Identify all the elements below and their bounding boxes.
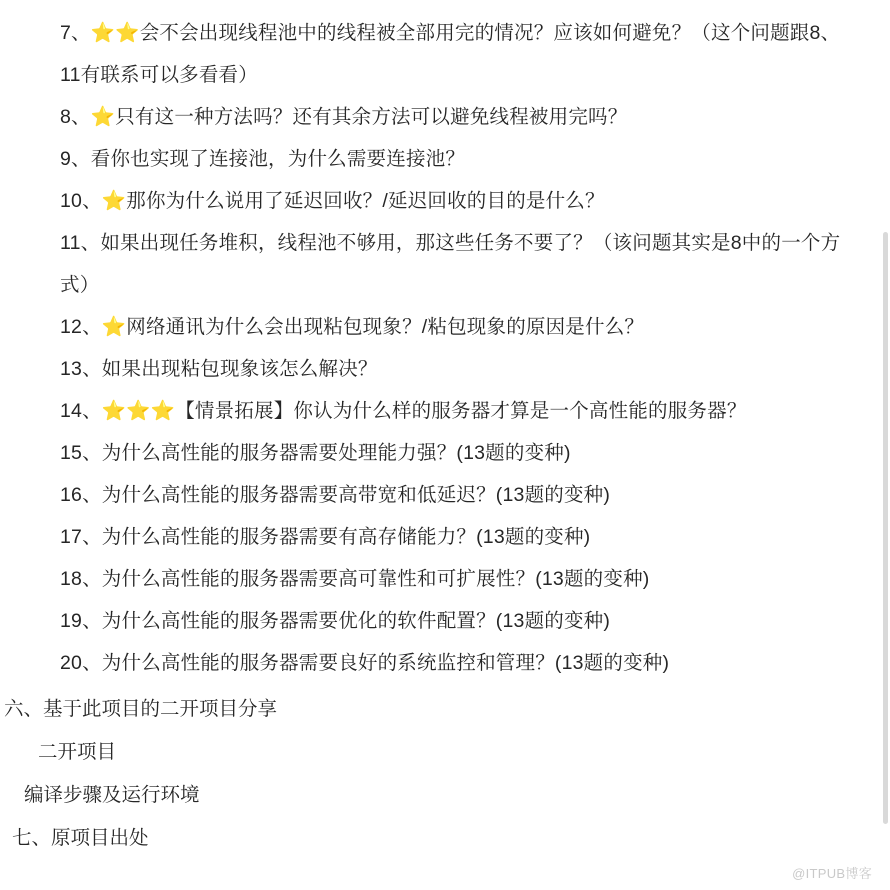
list-item: 16、为什么高性能的服务器需要高带宽和低延迟？(13题的变种) [60, 484, 611, 506]
outline-item-label: 编译步骤及运行环境 [24, 784, 200, 806]
scrollbar-thumb[interactable] [883, 232, 888, 824]
list-item: 7、⭐⭐会不会出现线程池中的线程被全部用完的情况？应该如何避免？（这个问题跟8、11有联系可以多看看） [60, 22, 841, 86]
list-item: 8、⭐只有这一种方法吗？还有其余方法可以避免线程被用完吗？ [60, 106, 628, 128]
list-item: 20、为什么高性能的服务器需要良好的系统监控和管理？(13题的变种) [60, 652, 670, 674]
outline-item-label: 六、基于此项目的二开项目分享 [4, 698, 278, 720]
outline-section [0, 688, 890, 860]
outline-item-build-steps[interactable] [0, 774, 890, 817]
outline-item-label: 七、原项目出处 [12, 827, 149, 849]
outline-item-second-dev-project[interactable] [0, 731, 890, 774]
list-item: 19、为什么高性能的服务器需要优化的软件配置？(13题的变种) [60, 610, 611, 632]
scrollbar[interactable] [880, 0, 890, 890]
list-item: 10、⭐那你为什么说用了延迟回收？/延迟回收的目的是什么？ [60, 190, 605, 212]
list-item: 9、看你也实现了连接池，为什么需要连接池？ [60, 148, 466, 170]
outline-item-label: 二开项目 [38, 741, 117, 763]
list-item: 11、如果出现任务堆积，线程池不够用，那这些任务不要了？（该问题其实是8中的一个方式） [60, 232, 841, 296]
watermark: @ITPUB博客 [792, 866, 872, 881]
outline-item-section-seven[interactable] [0, 817, 890, 860]
chevron-down-icon[interactable] [0, 705, 2, 717]
outline-item-section-six[interactable] [0, 688, 890, 731]
list-item: 15、为什么高性能的服务器需要处理能力强？(13题的变种) [60, 442, 571, 464]
page-bottom-edge [0, 880, 890, 890]
list-item: 12、⭐网络通讯为什么会出现粘包现象？/粘包现象的原因是什么？ [60, 316, 645, 338]
list-item: 18、为什么高性能的服务器需要高可靠性和可扩展性？(13题的变种) [60, 568, 650, 590]
list-item: 13、如果出现粘包现象该怎么解决？ [60, 358, 378, 380]
list-item: 14、⭐⭐⭐【情景拓展】你认为什么样的服务器才算是一个高性能的服务器？ [60, 400, 747, 422]
list-item: 17、为什么高性能的服务器需要有高存储能力？(13题的变种) [60, 526, 591, 548]
